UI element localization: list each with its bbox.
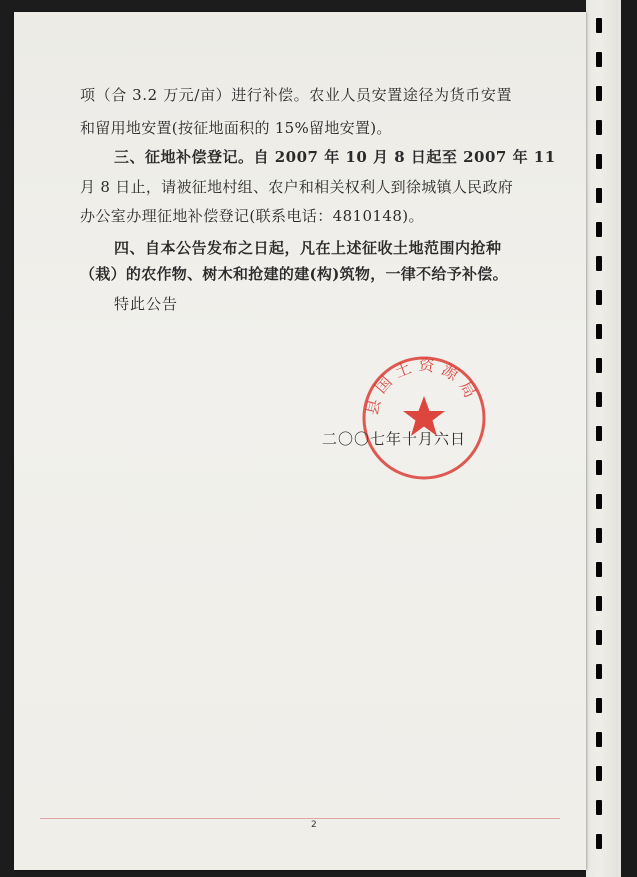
paragraph-line-2: 和留用地安置(按征地面积的 15%留地安置)。	[80, 119, 392, 137]
binder-hole	[596, 562, 602, 577]
paragraph-line-6: 四、自本公告发布之日起，凡在上述征收土地范围内抢种	[114, 239, 502, 257]
binder-hole	[596, 120, 602, 135]
binder-hole	[596, 800, 602, 815]
binder-hole	[596, 834, 602, 849]
binder-hole	[596, 664, 602, 679]
binder-hole	[596, 766, 602, 781]
binder-hole	[596, 256, 602, 271]
official-seal	[358, 352, 490, 484]
binder-hole	[596, 460, 602, 475]
binder-hole	[596, 222, 602, 237]
paragraph-line-4: 月 8 日止，请被征地村组、农户和相关权利人到徐城镇人民政府	[80, 178, 514, 196]
binder-hole	[596, 698, 602, 713]
binder-hole	[596, 392, 602, 407]
binder-hole	[596, 596, 602, 611]
binder-hole	[596, 494, 602, 509]
closing-text: 特此公告	[114, 295, 179, 313]
paragraph-line-3: 三、征地补偿登记。自 2007 年 10 月 8 日起至 2007 年 11	[114, 148, 556, 166]
paragraph-line-7: （栽）的农作物、树木和抢建的建(构)筑物，一律不给予补偿。	[80, 265, 508, 283]
binder-hole	[596, 188, 602, 203]
binder-hole	[596, 528, 602, 543]
binder-hole	[596, 358, 602, 373]
paragraph-line-1: 项（合 3.2 万元/亩）进行补偿。农业人员安置途径为货币安置	[80, 86, 513, 104]
paragraph-line-5: 办公室办理征地补偿登记(联系电话：4810148)。	[80, 207, 424, 225]
binder-hole	[596, 630, 602, 645]
page-number: 2	[311, 820, 317, 830]
footer-rule	[40, 818, 560, 819]
document-date: 二〇〇七年十月六日	[322, 430, 467, 448]
seal-text: 县国土资源局	[362, 354, 483, 418]
binder-hole	[596, 52, 602, 67]
binder-hole	[596, 426, 602, 441]
binder-hole	[596, 154, 602, 169]
binder-edge	[621, 0, 637, 877]
binder-hole	[596, 732, 602, 747]
binder-hole	[596, 86, 602, 101]
binder-hole	[596, 324, 602, 339]
binder-hole	[596, 290, 602, 305]
binder-hole	[596, 18, 602, 33]
